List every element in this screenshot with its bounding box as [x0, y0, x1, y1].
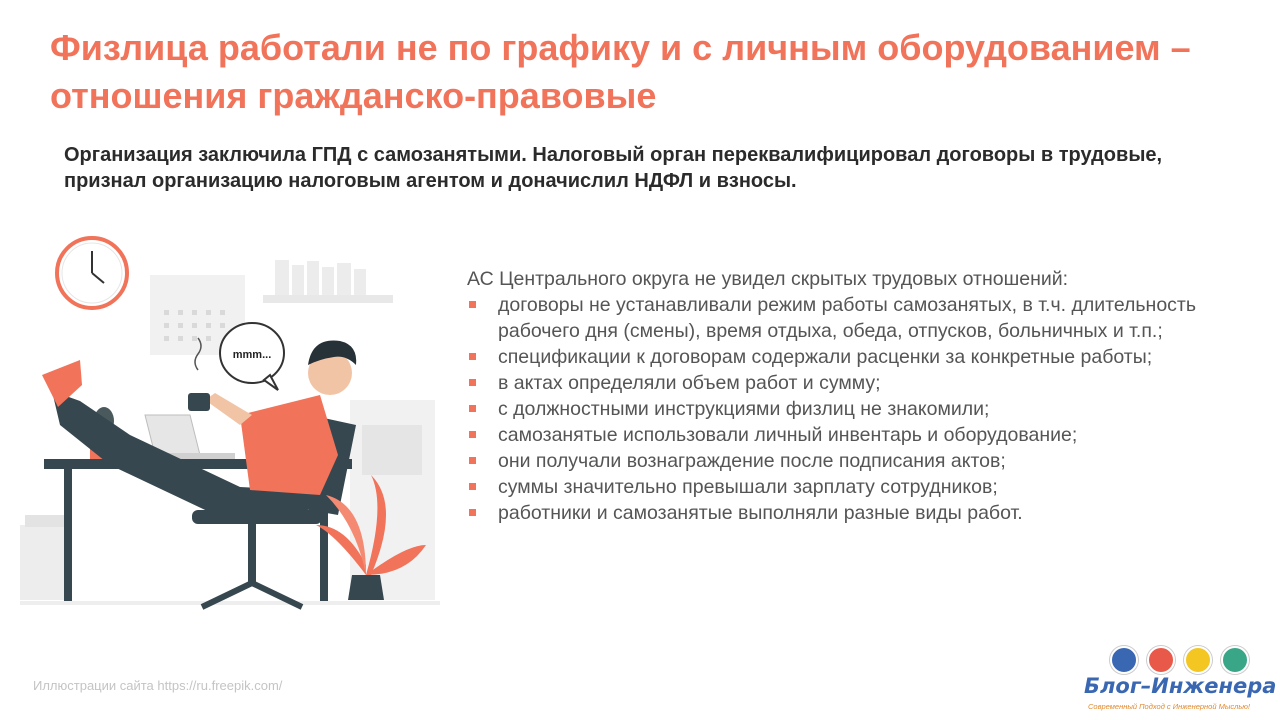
- engineer-face-icon: [1147, 646, 1175, 674]
- bullet-icon: [469, 353, 476, 360]
- list-intro: АС Центрального округа не увидел скрытых трудовых отношений:: [467, 268, 1069, 290]
- bullet-icon: [469, 405, 476, 412]
- engineer-face-icon: [1184, 646, 1212, 674]
- list-item: с должностными инструкциями физлиц не знакомили;: [467, 396, 1237, 422]
- list-item: договоры не устанавливали режим работы самозанятых, в т.ч. длительность рабочего дня (смены), время отдыха, обеда, отпусков, больничных и т.п.;: [467, 292, 1237, 344]
- logo-name: Блог–Инженера: [1084, 674, 1277, 698]
- bullet-icon: [469, 431, 476, 438]
- bullet-list: [467, 292, 1237, 526]
- list-item: они получали вознаграждение после подписания актов;: [467, 448, 1237, 474]
- slide-title: Физлица работали не по графику и с личным оборудованием – отношения гражданско-правовые: [50, 27, 1191, 116]
- bullet-icon: [469, 379, 476, 386]
- bullet-icon: [469, 483, 476, 490]
- relaxing-worker-illustration: [20, 225, 450, 625]
- logo-tagline: Современный Подход с Инженерной Мыслью!: [1088, 702, 1251, 711]
- list-item: суммы значительно превышали зарплату сотрудников;: [467, 474, 1237, 500]
- engineer-face-icon: [1110, 646, 1138, 674]
- bullet-icon: [469, 301, 476, 308]
- engineer-face-icon: [1221, 646, 1249, 674]
- list-item: самозанятые использовали личный инвентарь и оборудование;: [467, 422, 1237, 448]
- ruling-points: [467, 266, 1237, 526]
- image-credit: Иллюстрации сайта https://ru.freepik.com/: [33, 678, 283, 693]
- speech-bubble-text: mmm...: [232, 349, 272, 361]
- lead-paragraph: Организация заключила ГПД с самозанятыми. Налоговый орган переквалифицировал договоры в трудовые, признал организацию налоговым агентом и доначислил НДФЛ и взносы.: [64, 144, 1163, 192]
- list-item: работники и самозанятые выполняли разные виды работ.: [467, 500, 1237, 526]
- list-item: спецификации к договорам содержали расценки за конкретные работы;: [467, 344, 1237, 370]
- list-item: в актах определяли объем работ и сумму;: [467, 370, 1237, 396]
- blog-logo: [1080, 640, 1275, 716]
- bullet-icon: [469, 509, 476, 516]
- bullet-icon: [469, 457, 476, 464]
